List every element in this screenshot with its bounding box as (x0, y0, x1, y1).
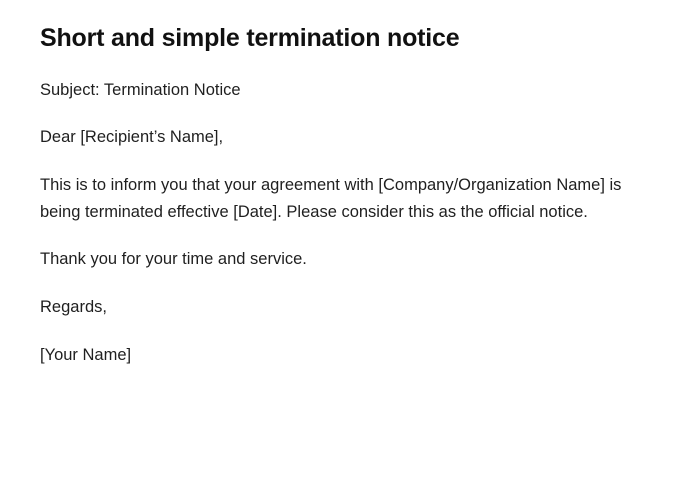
signature-name: [Your Name] (40, 345, 132, 364)
page-title: Short and simple termination notice (40, 24, 460, 52)
closing-thanks: Thank you for your time and service. (40, 250, 307, 269)
subject-line: Subject: Termination Notice (40, 80, 241, 99)
salutation: Dear [Recipient’s Name], (40, 128, 224, 147)
sign-off: Regards, (40, 298, 107, 317)
body-paragraph: This is to inform you that your agreement with [Company/Organization Name] is being terminated effective [Date]. Please consider this as the official notice. (40, 175, 622, 221)
